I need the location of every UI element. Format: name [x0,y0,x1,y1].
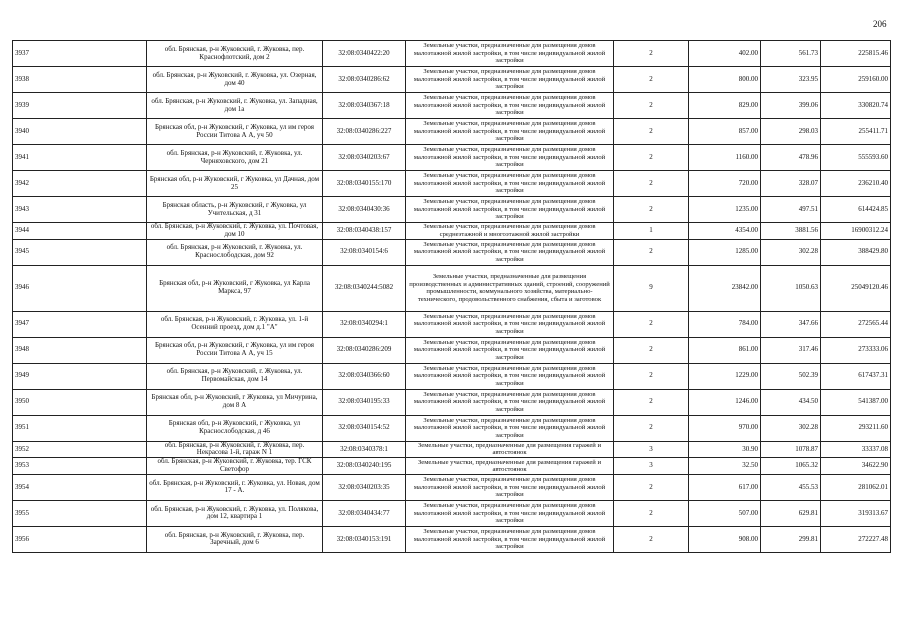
area-cell: 507.00 [689,500,761,526]
address-cell: обл. Брянская, р-н Жуковский, г. Жуковка, тер. ГСК Светофор [147,458,323,475]
area-cell: 402.00 [689,41,761,67]
cadastral-value-cell: 33337.08 [821,441,891,458]
table-row [13,171,891,197]
table-row [13,93,891,119]
row-number-cell: 3950 [13,389,147,415]
row-number-cell: 3954 [13,474,147,500]
group-code-cell: 2 [614,337,689,363]
cadastral-number-cell: 32:08:0340244:5082 [323,265,406,311]
row-number-cell: 3951 [13,415,147,441]
table-row [13,363,891,389]
cadastral-value-cell: 273333.06 [821,337,891,363]
address-cell: обл. Брянская, р-н Жуковский, г. Жуковка, ул. Западная, дом 1а [147,93,323,119]
row-number-cell: 3948 [13,337,147,363]
area-cell: 617.00 [689,474,761,500]
specific-value-cell: 1065.32 [761,458,821,475]
cadastral-value-cell: 281062.01 [821,474,891,500]
cadastral-number-cell: 32:08:0340294:1 [323,311,406,337]
row-number-cell: 3939 [13,93,147,119]
specific-value-cell: 299.81 [761,526,821,552]
cadastral-number-cell: 32:08:0340286:209 [323,337,406,363]
address-cell: Брянская обл, р-н Жуковский, г Жуковка, ул Дачная, дом 25 [147,171,323,197]
table-row [13,337,891,363]
table-row [13,119,891,145]
area-cell: 1229.00 [689,363,761,389]
address-cell: обл. Брянская, р-н Жуковский, г. Жуковка, ул. 1-й Осенний проезд, дом д.1 "А" [147,311,323,337]
area-cell: 1160.00 [689,145,761,171]
specific-value-cell: 298.03 [761,119,821,145]
specific-value-cell: 3881.56 [761,223,821,240]
row-number-cell: 3940 [13,119,147,145]
land-use-type-cell: Земельные участки, предназначенные для размещения домов среднеэтажной и многоэтажной жилой застройки [406,223,614,240]
area-cell: 4354.00 [689,223,761,240]
address-cell: Брянская обл, р-н Жуковский, г Жуковка, ул им героя России Титова А А, уч 15 [147,337,323,363]
area-cell: 1235.00 [689,197,761,223]
row-number-cell: 3944 [13,223,147,240]
page-number: 206 [873,19,887,29]
specific-value-cell: 323.95 [761,67,821,93]
area-cell: 23842.00 [689,265,761,311]
land-use-type-cell: Земельные участки, предназначенные для размещения домов малоэтажной жилой застройки, в том числе индивидуальной жилой застройки [406,145,614,171]
address-cell: обл. Брянская, р-н Жуковский, г. Жуковка, пер. Заречный, дом 6 [147,526,323,552]
address-cell: обл. Брянская, р-н Жуковский, г. Жуковка, ул. Новая, дом 17 - А. [147,474,323,500]
land-use-type-cell: Земельные участки, предназначенные для размещения домов малоэтажной жилой застройки, в том числе индивидуальной жилой застройки [406,363,614,389]
address-cell: Брянская обл, р-н Жуковский, г Жуковка, ул Мичурина, дом 8 А [147,389,323,415]
area-cell: 829.00 [689,93,761,119]
area-cell: 784.00 [689,311,761,337]
address-cell: обл. Брянская, р-н Жуковский, г. Жуковка, ул. Первомайская, дом 14 [147,363,323,389]
group-code-cell: 2 [614,526,689,552]
group-code-cell: 2 [614,197,689,223]
cadastral-value-cell: 236210.40 [821,171,891,197]
area-cell: 1246.00 [689,389,761,415]
land-use-type-cell: Земельные участки, предназначенные для размещения гаражей и автостоянок [406,458,614,475]
row-number-cell: 3945 [13,239,147,265]
table-row [13,197,891,223]
address-cell: обл. Брянская, р-н Жуковский, г. Жуковка, пер. Некрасова 1-й, гараж N 1 [147,441,323,458]
specific-value-cell: 399.06 [761,93,821,119]
table-row [13,474,891,500]
group-code-cell: 2 [614,311,689,337]
cadastral-number-cell: 32:08:0340434:77 [323,500,406,526]
cadastral-number-cell: 32:08:0340155:170 [323,171,406,197]
area-cell: 861.00 [689,337,761,363]
cadastral-value-cell: 614424.85 [821,197,891,223]
table-row [13,41,891,67]
specific-value-cell: 317.46 [761,337,821,363]
group-code-cell: 2 [614,93,689,119]
table-row [13,458,891,475]
group-code-cell: 2 [614,239,689,265]
table-row [13,311,891,337]
area-cell: 800.00 [689,67,761,93]
cadastral-number-cell: 32:08:0340195:33 [323,389,406,415]
address-cell: Брянская обл, р-н Жуковский, г Жуковка, ул им героя России Титова А А, уч 50 [147,119,323,145]
cadastral-number-cell: 32:08:0340154:52 [323,415,406,441]
specific-value-cell: 302.28 [761,415,821,441]
group-code-cell: 9 [614,265,689,311]
row-number-cell: 3941 [13,145,147,171]
cadastral-number-cell: 32:08:0340286:62 [323,67,406,93]
group-code-cell: 3 [614,441,689,458]
group-code-cell: 2 [614,145,689,171]
row-number-cell: 3943 [13,197,147,223]
row-number-cell: 3947 [13,311,147,337]
table-row [13,415,891,441]
land-use-type-cell: Земельные участки, предназначенные для размещения домов малоэтажной жилой застройки, в том числе индивидуальной жилой застройки [406,197,614,223]
group-code-cell: 2 [614,363,689,389]
land-use-type-cell: Земельные участки, предназначенные для размещения домов малоэтажной жилой застройки, в том числе индивидуальной жилой застройки [406,93,614,119]
area-cell: 908.00 [689,526,761,552]
specific-value-cell: 328.07 [761,171,821,197]
table-row [13,265,891,311]
row-number-cell: 3953 [13,458,147,475]
cadastral-value-cell: 255411.71 [821,119,891,145]
group-code-cell: 2 [614,41,689,67]
group-code-cell: 2 [614,415,689,441]
cadastral-value-cell: 293211.60 [821,415,891,441]
group-code-cell: 2 [614,67,689,93]
group-code-cell: 1 [614,223,689,240]
address-cell: обл. Брянская, р-н Жуковский, г. Жуковка, пер. Краснофлотский, дом 2 [147,41,323,67]
row-number-cell: 3942 [13,171,147,197]
land-use-type-cell: Земельные участки, предназначенные для размещения домов малоэтажной жилой застройки, в том числе индивидуальной жилой застройки [406,474,614,500]
cadastral-number-cell: 32:08:0340366:60 [323,363,406,389]
specific-value-cell: 478.96 [761,145,821,171]
specific-value-cell: 497.51 [761,197,821,223]
specific-value-cell: 1078.87 [761,441,821,458]
land-use-type-cell: Земельные участки, предназначенные для размещения домов малоэтажной жилой застройки, в том числе индивидуальной жилой застройки [406,526,614,552]
row-number-cell: 3955 [13,500,147,526]
cadastral-value-cell: 555593.60 [821,145,891,171]
area-cell: 720.00 [689,171,761,197]
land-use-type-cell: Земельные участки, предназначенные для размещения домов малоэтажной жилой застройки, в том числе индивидуальной жилой застройки [406,389,614,415]
row-number-cell: 3952 [13,441,147,458]
cadastral-value-cell: 25049120.46 [821,265,891,311]
table-row [13,145,891,171]
area-cell: 857.00 [689,119,761,145]
row-number-cell: 3938 [13,67,147,93]
cadastral-number-cell: 32:08:0340154:6 [323,239,406,265]
table-row [13,526,891,552]
cadastral-number-cell: 32:08:0340240:195 [323,458,406,475]
table-row [13,223,891,240]
cadastral-value-cell: 330820.74 [821,93,891,119]
area-cell: 970.00 [689,415,761,441]
land-use-type-cell: Земельные участки, предназначенные для размещения домов малоэтажной жилой застройки, в том числе индивидуальной жилой застройки [406,311,614,337]
group-code-cell: 2 [614,500,689,526]
table-row [13,389,891,415]
group-code-cell: 2 [614,119,689,145]
specific-value-cell: 302.28 [761,239,821,265]
address-cell: Брянская обл, р-н Жуковский, г Жуковка, ул Карла Маркса, 97 [147,265,323,311]
land-use-type-cell: Земельные участки, предназначенные для размещения домов малоэтажной жилой застройки, в том числе индивидуальной жилой застройки [406,239,614,265]
area-cell: 32.50 [689,458,761,475]
cadastral-value-cell: 541387.00 [821,389,891,415]
specific-value-cell: 561.73 [761,41,821,67]
group-code-cell: 2 [614,171,689,197]
land-use-type-cell: Земельные участки, предназначенные для размещения домов малоэтажной жилой застройки, в том числе индивидуальной жилой застройки [406,171,614,197]
group-code-cell: 2 [614,474,689,500]
land-use-type-cell: Земельные участки, предназначенные для размещения домов малоэтажной жилой застройки, в том числе индивидуальной жилой застройки [406,337,614,363]
land-use-type-cell: Земельные участки, предназначенные для размещения производственных и административных зданий, строений, сооружений промышленности, коммунального хозяйства, материально-технического, продовольственного снабжения, сбыта и заготовок [406,265,614,311]
land-use-type-cell: Земельные участки, предназначенные для размещения домов малоэтажной жилой застройки, в том числе индивидуальной жилой застройки [406,415,614,441]
land-register-table [12,40,891,553]
address-cell: обл. Брянская, р-н Жуковский, г. Жуковка, ул. Полякова, дом 12, квартира 1 [147,500,323,526]
specific-value-cell: 629.81 [761,500,821,526]
cadastral-value-cell: 272227.48 [821,526,891,552]
land-use-type-cell: Земельные участки, предназначенные для размещения домов малоэтажной жилой застройки, в том числе индивидуальной жилой застройки [406,67,614,93]
cadastral-number-cell: 32:08:0340203:35 [323,474,406,500]
specific-value-cell: 347.66 [761,311,821,337]
address-cell: Брянская обл, р-н Жуковский, г Жуковка, ул Краснослободская, д 46 [147,415,323,441]
address-cell: обл. Брянская, р-н Жуковский, г. Жуковка, ул. Озерная, дом 40 [147,67,323,93]
cadastral-number-cell: 32:08:0340430:36 [323,197,406,223]
cadastral-number-cell: 32:08:0340286:227 [323,119,406,145]
group-code-cell: 3 [614,458,689,475]
row-number-cell: 3956 [13,526,147,552]
cadastral-number-cell: 32:08:0340203:67 [323,145,406,171]
specific-value-cell: 1050.63 [761,265,821,311]
cadastral-value-cell: 319313.67 [821,500,891,526]
cadastral-number-cell: 32:08:0340438:157 [323,223,406,240]
address-cell: Брянская область, р-н Жуковский, г Жуковка, ул Учительская, д 31 [147,197,323,223]
cadastral-value-cell: 16900312.24 [821,223,891,240]
cadastral-number-cell: 32:08:0340378:1 [323,441,406,458]
cadastral-number-cell: 32:08:0340367:18 [323,93,406,119]
address-cell: обл. Брянская, р-н Жуковский, г. Жуковка, ул. Черняховского, дом 21 [147,145,323,171]
table-row [13,67,891,93]
land-use-type-cell: Земельные участки, предназначенные для размещения домов малоэтажной жилой застройки, в том числе индивидуальной жилой застройки [406,41,614,67]
specific-value-cell: 455.53 [761,474,821,500]
address-cell: обл. Брянская, р-н Жуковский, г. Жуковка, ул. Краснослободская, дом 92 [147,239,323,265]
group-code-cell: 2 [614,389,689,415]
cadastral-value-cell: 388429.80 [821,239,891,265]
cadastral-number-cell: 32:08:0340153:191 [323,526,406,552]
row-number-cell: 3949 [13,363,147,389]
cadastral-value-cell: 272565.44 [821,311,891,337]
land-use-type-cell: Земельные участки, предназначенные для размещения гаражей и автостоянок [406,441,614,458]
row-number-cell: 3946 [13,265,147,311]
table-row [13,500,891,526]
cadastral-value-cell: 34622.90 [821,458,891,475]
land-use-type-cell: Земельные участки, предназначенные для размещения домов малоэтажной жилой застройки, в том числе индивидуальной жилой застройки [406,500,614,526]
specific-value-cell: 502.39 [761,363,821,389]
cadastral-number-cell: 32:08:0340422:20 [323,41,406,67]
specific-value-cell: 434.50 [761,389,821,415]
table-row [13,239,891,265]
cadastral-value-cell: 617437.31 [821,363,891,389]
cadastral-value-cell: 259160.00 [821,67,891,93]
table-row [13,441,891,458]
row-number-cell: 3937 [13,41,147,67]
cadastral-value-cell: 225815.46 [821,41,891,67]
area-cell: 1285.00 [689,239,761,265]
address-cell: обл. Брянская, р-н Жуковский, г. Жуковка, ул. Почтовая, дом 10 [147,223,323,240]
area-cell: 30.90 [689,441,761,458]
land-use-type-cell: Земельные участки, предназначенные для размещения домов малоэтажной жилой застройки, в том числе индивидуальной жилой застройки [406,119,614,145]
